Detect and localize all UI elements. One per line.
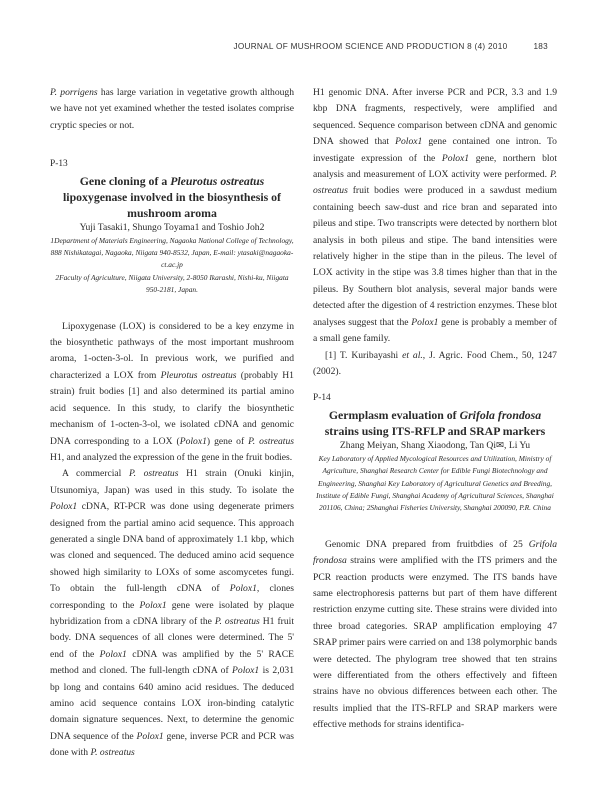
text-run: cDNA was amplified by the 5' RACE method and cloned. The full-length cDNA of [50,648,294,677]
italic-term: Grifola frondosa [313,538,557,567]
authors-p14: Zhang Meiyan, Shang Xiaodong, Tan Qi✉, Li Yu [339,439,531,451]
text-run: gene, inverse PCR and PCR was done with [50,730,294,759]
body-paragraph-4 [313,537,557,734]
italic-term: Polox1 [179,435,207,447]
text-run: lipoxygenase involved in the biosynthesis of mushroom aroma [63,189,281,220]
text-run: cDNA, RT-PCR was done using degenerate primers designed from the partial amino acid sequence. This approach generated a single DNA band of approximately 1.1 kbp, which was cloned and sequenced. The deduced amino acid sequence showed high similarity to LOXs of some ascomycetes fungi. To obtain the full-length cDNA of [50,501,294,595]
italic-term: Polox1 [99,648,127,660]
abstract-id-p13: P-13 [50,159,68,170]
italic-term: Pleurotus ostreatus [170,173,265,188]
text-run: gene were isolated by plaque hybridization from a cDNA library of the [50,599,294,627]
text-run: gene contained one intron. To investigate expression of the [313,136,557,164]
text-run: , clones corresponding to the [50,583,294,611]
continued-paragraph [50,85,294,134]
text-run: A commercial [62,468,129,480]
affiliation-p14: Key Laboratory of Applied Mycological Resources and Utilization, Ministry of Agriculture, Shanghai Research Center for Edible Fungi Biotechnology and Engineering, Shanghai Key Laboratory of Agricultural Genetics and Breeding, Institute of Edible Fungi, Shanghai Academy of Agricultural Sciences, Shanghai 201106, China; 2Shanghai Fisheries University, Shanghai 200090, P.R. China [316,453,554,513]
italic-term: Polox1 [441,152,470,164]
italic-term: Polox1 [232,665,260,677]
italic-term: Polox1 [395,136,423,148]
text-run: [1] T. Kuribayashi [325,349,403,361]
right-column [313,85,557,734]
text-run: , J. Agric. Food Chem., 50, 1247 (2002). [313,349,557,377]
italic-term: Polox1 [136,730,164,742]
journal-title: JOURNAL OF MUSHROOM SCIENCE AND PRODUCTION 8 (4) 2010 [233,42,508,51]
affiliation-p13-2: 2Faculty of Agriculture, Niigata University, 2-8050 Ikarashi, Nishi-ku, Niigata 950-2181, Japan. [55,272,289,295]
left-column [50,85,294,762]
text-run: ) gene of [206,435,249,447]
abstract-title-p13 [50,173,294,221]
body-paragraph-3 [313,85,557,348]
reference-1 [313,348,557,381]
text-run: (probably H1 strain) fruit bodies [1] and also determined its partial amino acid sequence. In this study, to clarify the biosynthetic mechanism of 1-octen-3-ol, we isolated cDNA and genomic DNA corresponding to a LOX ( [50,369,294,447]
text-run: Genomic DNA prepared from fruitbdies of 25 [325,538,529,550]
authors-p13: Yuji Tasaki1, Shungo Toyama1 and Toshio Joh2 [79,221,265,233]
text-run: strains using ITS-RFLP and SRAP markers [324,423,546,438]
italic-term: P. ostreatus [128,468,179,480]
italic-term: P. ostreatus [313,169,557,197]
affiliation-p13-1: 1Department of Materials Engineering, Nagaoka National College of Technology, 888 Nishikatagai, Nagaoka, Niigata 940-8532, Japan, E-mail: ytasaki@nagaoka-ct.ac.jp [50,235,294,270]
italic-term: Polox1 [50,501,78,513]
text-run: is 2,031 bp long and contains 640 amino acid residues. The deduced amino acid sequence contains LOX iron-binding catalytic domain signature sequences. Next, to determine the genomic DNA sequence of the [50,665,294,742]
italic-term: Polox1 [411,316,439,328]
body-paragraph-1 [50,319,294,467]
abstract-title-p14 [313,407,557,439]
text-run: Germplasm evaluation of [328,407,460,422]
italic-term: P. porrigens [50,87,98,98]
abstract-id-p14: P-14 [313,393,331,404]
italic-term: Polox1 [229,583,257,595]
text-run: strains were amplified with the ITS primers and the PCR reaction products were enzymed. The ITS bands have same electrophoresis patterns but part of them have different restriction enzyme cutting site. These strains were divided into three broad categories. SRAP amplification employing 47 SRAP primer pairs were carried on and 138 polymorphic bands were detected. The phylogram tree showed that ten strains were differentiated from the others effectively and fifteen strains have no obvious differences between each other. The results implied that the ITS-RFLP and SRAP markers were effective methods for strains identifica- [313,555,557,731]
italic-term: P. ostreatus [214,615,260,627]
italic-term: et al. [402,349,423,361]
italic-term: Grifola frondosa [459,407,542,422]
page-number: 183 [533,42,548,51]
text-run: Gene cloning of a [79,173,171,188]
body-paragraph-2 [50,466,294,761]
running-header [0,42,548,51]
text-run: has large variation in vegetative growth although we have not yet examined whether the tested isolates comprise cryptic species or not. [50,87,295,131]
text-run: fruit bodies were produced in a sawdust medium containing beech saw-dust and rice bran and separated into pileus and stipe. Two transcripts were detected by northern blot analysis in both pileus and stipe. The band intensities were relatively higher in the stipe than in the pileus. The level of LOX activity in the stipe was 3.8 times higher than that in the pileus. By Southern blot analysis, several major bands were detected after the digestion of 4 restriction enzymes. These blot analyses suggest that the [313,185,557,328]
text-run: H1 strain (Onuki kinjin, Utsunomiya, Japan) was used in this study. To isolate the [50,468,294,496]
text-run: H1, and analyzed the expression of the gene in the fruit bodies. [50,451,293,463]
text-run: gene, northern blot analysis and measurement of LOX activity were performed. [313,152,557,181]
italic-term: P. ostreatus [90,747,135,759]
text-run: H1 genomic DNA. After inverse PCR and PCR, 3.3 and 1.9 kbp DNA fragments, respectively, were amplified and sequenced. Sequence comparison between cDNA and genomic DNA showed that [313,87,557,148]
text-run: H1 fruit body. DNA sequences of all clones were determined. The 5' end of the [50,615,294,660]
italic-term: Pleurotus ostreatus [160,369,237,381]
text-run: gene is probably a member of a small gene family. [313,316,558,345]
italic-term: P. ostreatus [248,435,295,447]
italic-term: Polox1 [139,599,167,611]
text-run: Lipoxygenase (LOX) is considered to be a key enzyme in the biosynthetic pathways of the most important mushroom aroma, 1-octen-3-ol. In previous work, we purified and characterized a LOX from [50,320,294,381]
